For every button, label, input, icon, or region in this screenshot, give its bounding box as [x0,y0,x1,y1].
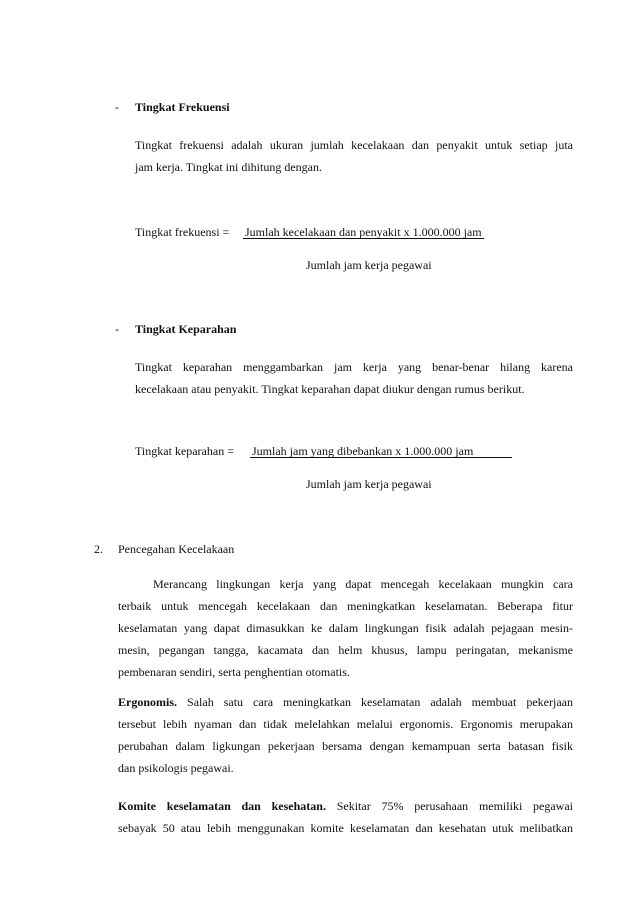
heading-tingkat-keparahan: Tingkat Keparahan [135,322,237,336]
text-line: keselamatan yang dapat dimasukkan ke dalam lingkungan fisik adalah pejagaan mesin- [118,621,573,635]
text-line: tersebut lebih nyaman dan tidak melelahkan melalui ergonomis. Ergonomis merupakan [118,717,573,731]
text-line: Tingkat keparahan menggambarkan jam kerja yang benar-benar hilang karena [135,360,573,374]
bullet-dash: - [115,322,119,336]
komite-label: Komite keselamatan dan kesehatan. [118,799,326,813]
formula-keparahan-lhs: Tingkat keparahan = [135,444,234,458]
text-line: Merancang lingkungan kerja yang dapat mencegah kecelakaan mungkin cara [153,577,573,591]
text-line: kecelakaan atau penyakit. Tingkat keparahan dapat diukur dengan rumus berikut. [135,382,525,396]
text-line: jam kerja. Tingkat ini dihitung dengan. [135,160,322,174]
komite-text: Sekitar 75% perusahaan memiliki pegawai [325,799,574,813]
formula-frekuensi-denominator: Jumlah jam kerja pegawai [306,258,432,272]
text-line: Tingkat frekuensi adalah ukuran jumlah kecelakaan dan penyakit untuk setiap juta [135,138,573,152]
text-line: mesin, pegangan tangga, kacamata dan helm khusus, lampu peringatan, mekanisme [118,643,573,657]
paragraph-pencegahan [118,573,573,683]
list-number: 2. [94,542,103,556]
bullet-dash: - [115,100,119,114]
ergonomis-label: Ergonomis. [118,695,178,709]
paragraph-frekuensi [135,134,573,178]
text-line: terbaik untuk mencegah kecelakaan dan meningkatkan keselamatan. Beberapa fitur [118,599,573,613]
heading-tingkat-frekuensi: Tingkat Frekuensi [135,100,230,114]
paragraph-ergonomis [118,691,573,779]
fraction-bar [243,238,484,239]
heading-pencegahan-kecelakaan: Pencegahan Kecelakaan [118,542,235,556]
formula-keparahan-numerator: Jumlah jam yang dibebankan x 1.000.000 jam [252,444,474,458]
formula-keparahan-denominator: Jumlah jam kerja pegawai [306,477,432,491]
fraction-bar [250,457,512,458]
text-line: dan psikologis pegawai. [118,761,234,775]
text-line: pembenaran sendiri, serta penghentian otomatis. [118,665,350,679]
formula-frekuensi-lhs: Tingkat frekuensi = [135,225,230,239]
text-line: sebayak 50 atau lebih menggunakan komite keselamatan dan kesehatan utuk melibatkan [118,821,573,835]
text-line [118,691,573,713]
text-line: perubahan dalam ligkungan pekerjaan bersama dengan kemampuan serta batasan fisik [118,739,573,753]
paragraph-komite [118,795,573,839]
text-line [118,795,573,817]
formula-frekuensi-numerator: Jumlah kecelakaan dan penyakit x 1.000.000 jam [245,225,482,239]
paragraph-keparahan [135,356,573,400]
ergonomis-text: Salah satu cara meningkatkan keselamatan adalah membuat pekerjaan [177,695,573,709]
